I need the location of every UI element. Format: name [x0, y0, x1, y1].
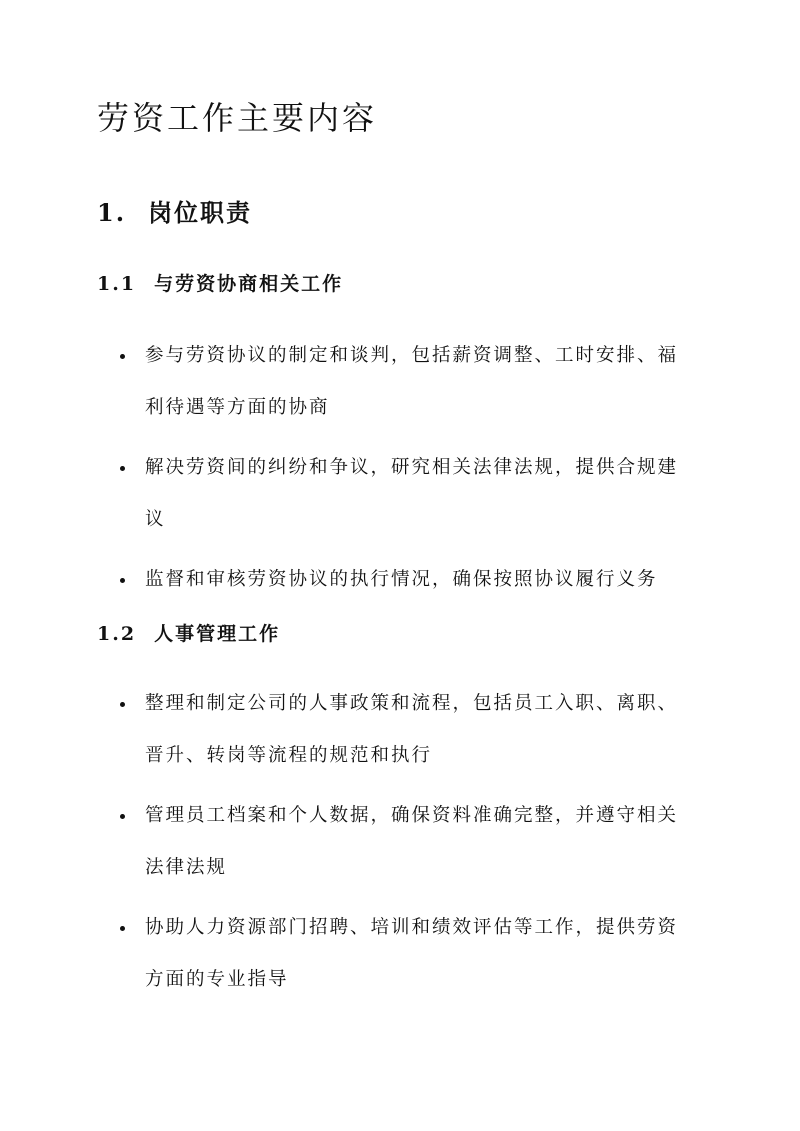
list-item — [118, 790, 698, 894]
subsection-title: 与劳资协商相关工作 — [154, 273, 344, 295]
list-item-text: 解决劳资间的纠纷和争议，研究相关法律法规，提供合规建议 — [145, 457, 679, 530]
list-item-text: 管理员工档案和个人数据，确保资料准确完整，并遵守相关法律法规 — [145, 805, 679, 878]
bullet-icon — [120, 354, 125, 359]
bullet-icon — [120, 466, 125, 471]
list-item — [118, 442, 698, 546]
list-item — [118, 902, 698, 1006]
list-item-text: 参与劳资协议的制定和谈判，包括薪资调整、工时安排、福利待遇等方面的协商 — [145, 345, 679, 418]
subsection-heading-2 — [97, 620, 280, 648]
list-item-text: 整理和制定公司的人事政策和流程，包括员工入职、离职、晋升、转岗等流程的规范和执行 — [145, 693, 679, 766]
bullet-list-1 — [118, 330, 698, 614]
section-heading — [97, 196, 252, 230]
subsection-title: 人事管理工作 — [154, 623, 281, 645]
list-item-text: 监督和审核劳资协议的执行情况，确保按照协议履行义务 — [145, 569, 658, 590]
subsection-number: 1.1 — [97, 273, 137, 295]
bullet-icon — [120, 926, 125, 931]
list-item — [118, 330, 698, 434]
list-item — [118, 554, 698, 606]
subsection-number: 1.2 — [97, 623, 137, 645]
page-title: 劳资工作主要内容 — [97, 99, 378, 137]
list-item-text: 协助人力资源部门招聘、培训和绩效评估等工作，提供劳资方面的专业指导 — [145, 917, 679, 990]
section-title: 岗位职责 — [148, 198, 253, 227]
section-number: 1. — [97, 198, 127, 227]
bullet-icon — [120, 702, 125, 707]
bullet-list-2 — [118, 678, 698, 1014]
list-item — [118, 678, 698, 782]
subsection-heading-1 — [97, 270, 343, 298]
bullet-icon — [120, 578, 125, 583]
bullet-icon — [120, 814, 125, 819]
